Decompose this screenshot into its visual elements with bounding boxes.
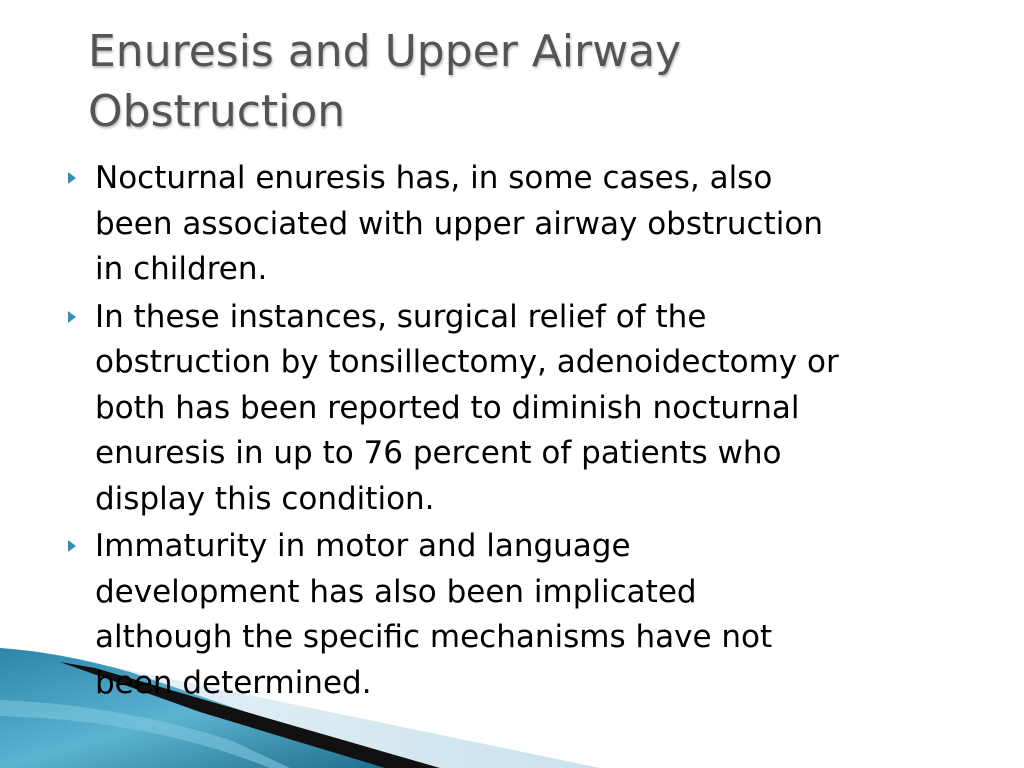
bullet-3-line-3: although the specific mechanisms have not	[95, 619, 773, 655]
bullet-3-line-4: been determined.	[95, 664, 372, 701]
bullet-2-line-4: enuresis in up to 76 percent of patients who	[95, 435, 782, 471]
bullet-1-line-3: in children.	[95, 251, 268, 287]
title-line-2: Obstruction	[88, 86, 346, 137]
triangle-bullet-icon	[68, 311, 76, 323]
bullet-item-3	[62, 524, 982, 706]
bullet-2-line-3: both has been reported to diminish nocturnal	[95, 389, 800, 426]
bullet-2-line-1: In these instances, surgical relief of the	[95, 298, 707, 335]
bullet-1-line-2: been associated with upper airway obstruction	[95, 205, 823, 242]
triangle-bullet-icon	[68, 172, 76, 184]
bullet-item-1	[62, 156, 982, 293]
bullet-1-line-1: Nocturnal enuresis has, in some cases, also	[95, 160, 773, 196]
bullet-item-2	[62, 295, 982, 523]
title-line-1: Enuresis and Upper Airway	[88, 26, 682, 77]
bullet-2-line-2: obstruction by tonsillectomy, adenoidectomy or	[95, 344, 839, 380]
triangle-bullet-icon	[68, 540, 76, 552]
bullet-2-line-5: display this condition.	[95, 480, 435, 517]
bullet-list	[62, 156, 982, 708]
bullet-3-line-1: Immaturity in motor and language	[95, 528, 631, 564]
bullet-3-line-2: development has also been implicated	[95, 573, 697, 610]
